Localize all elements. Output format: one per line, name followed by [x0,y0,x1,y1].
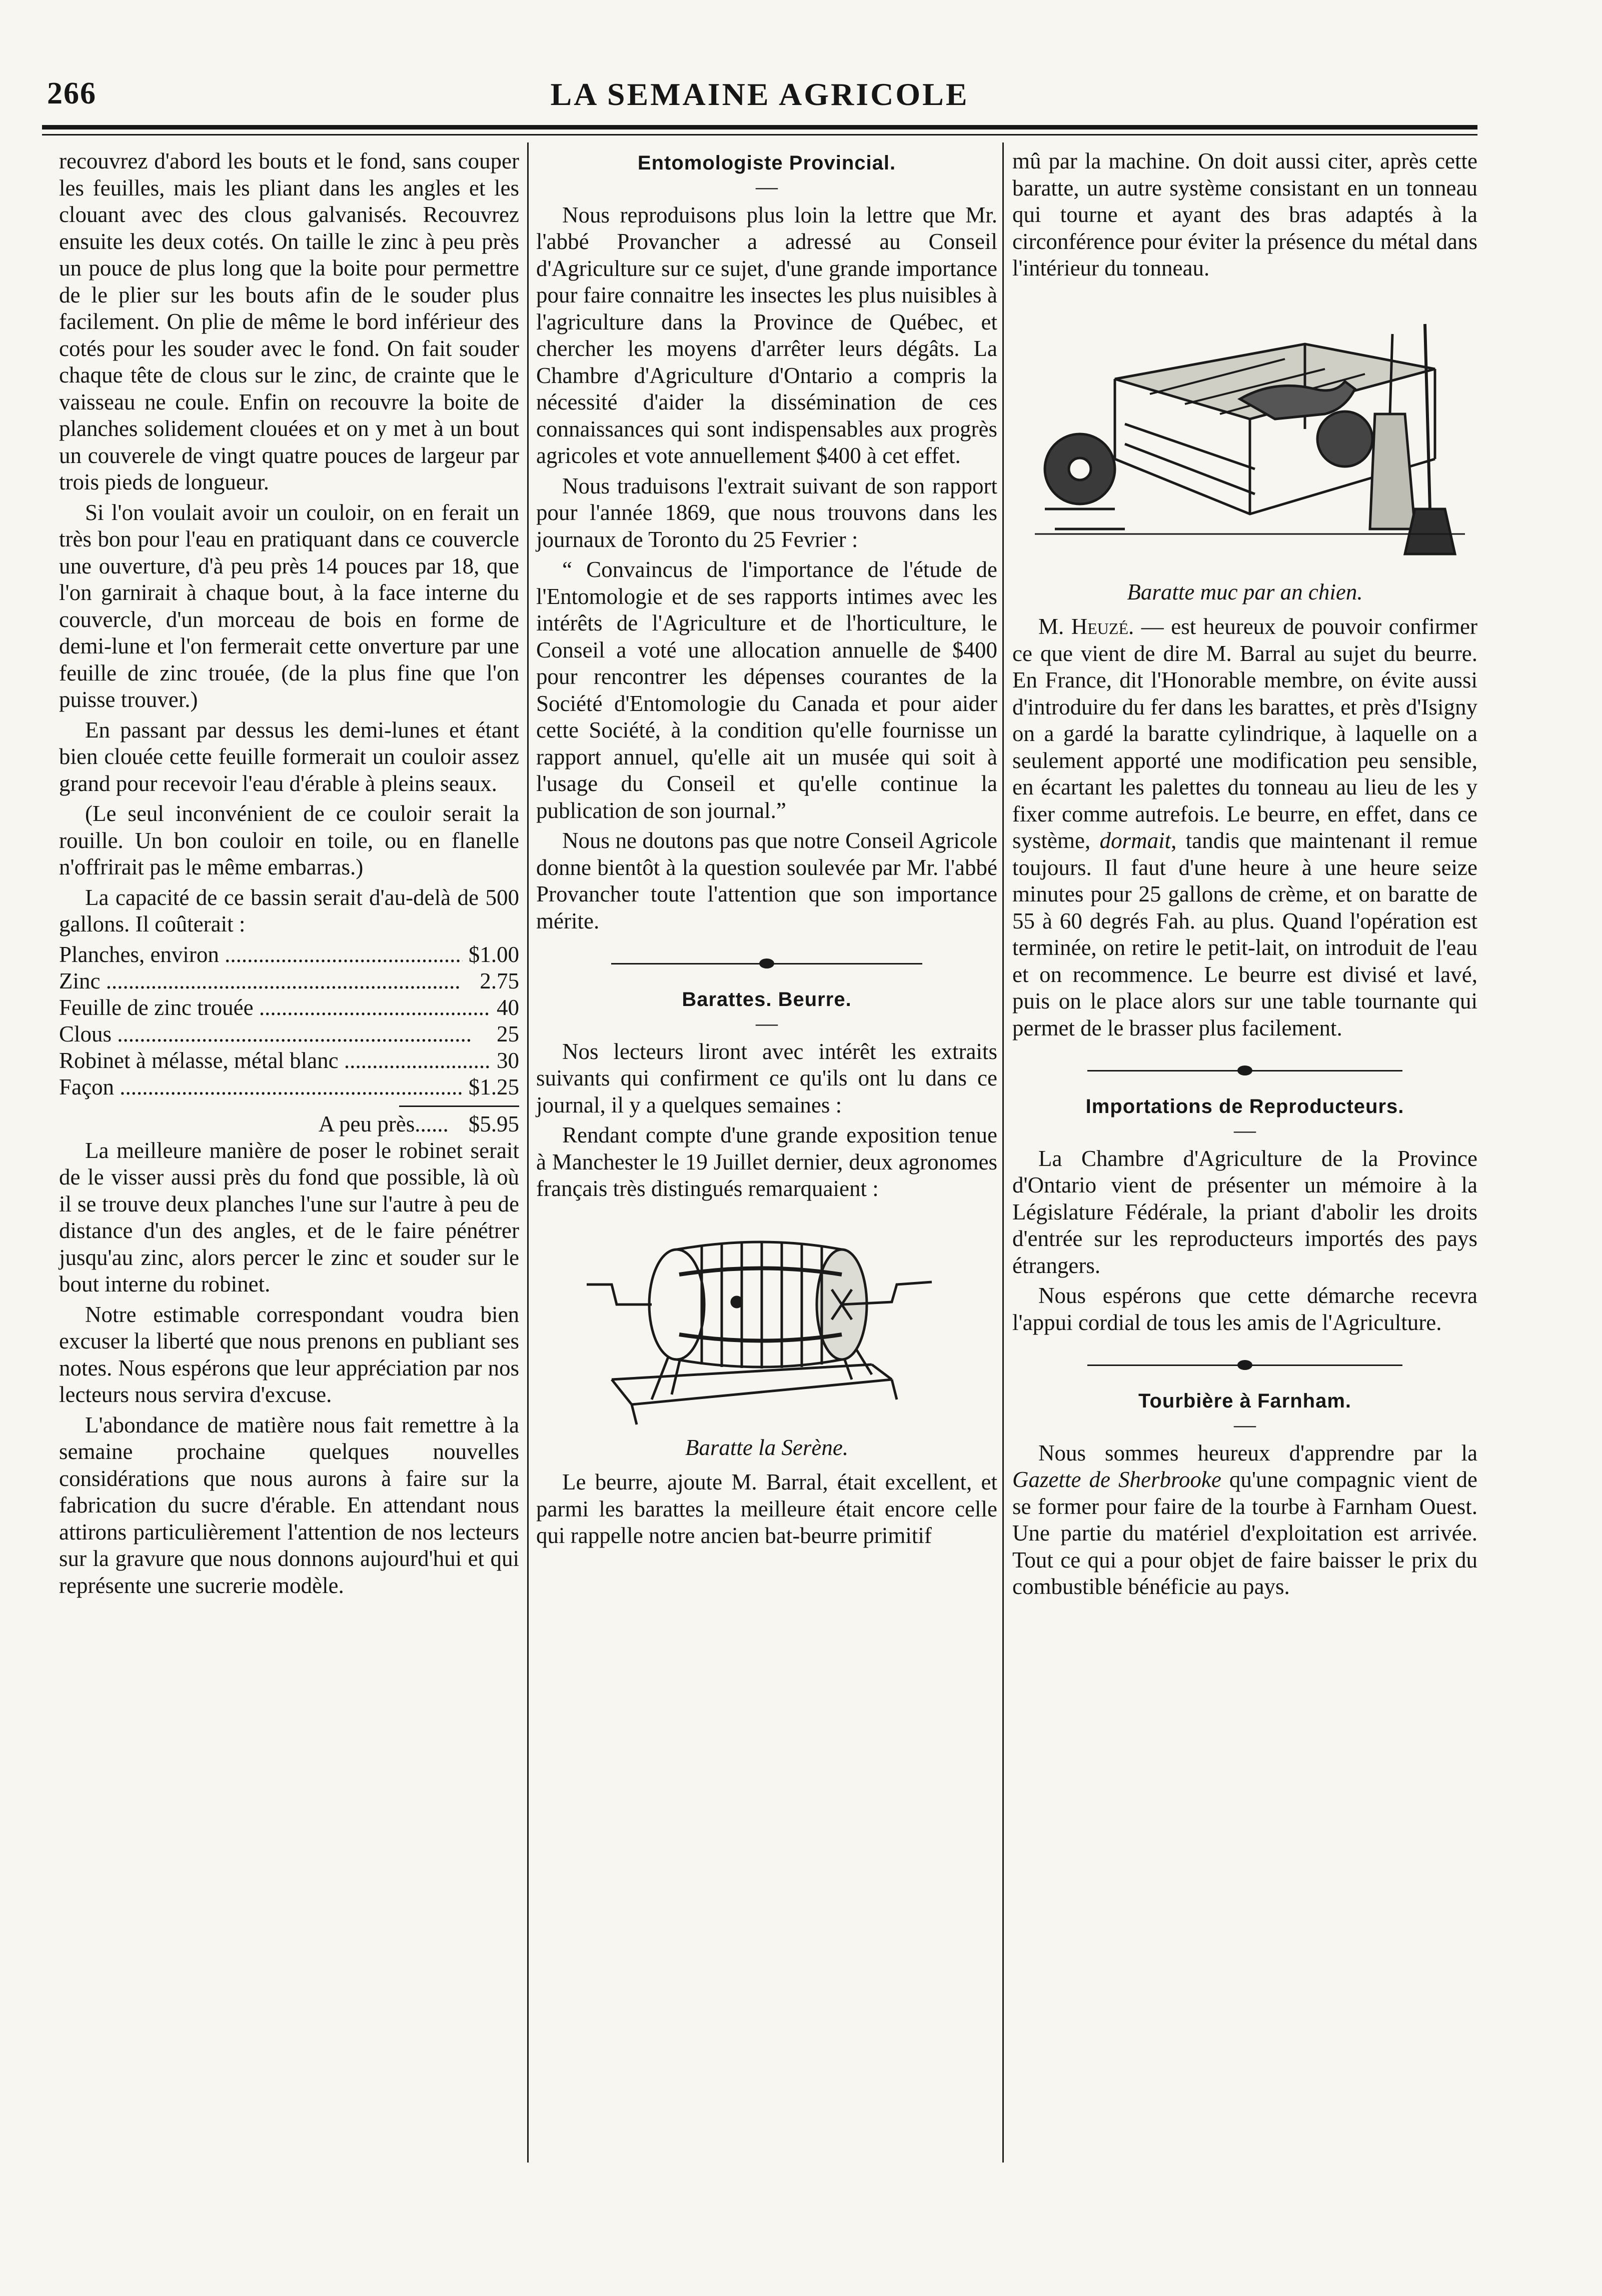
cost-amount: 40 [497,994,519,1020]
cost-row [59,968,519,994]
text-run: , tandis que maintenant il remue toujours. Il faut d'une heure à une heure seize minutes pour 25 gallons de crème, et on baratte de 55 à 60 degrés Fah. au plus. Quand l'opération est terminée, on retire le petit-lait, on introduit de l'eau et on recommence. Le beurre est divisé et lavé, puis on le place alors sur une table tournante qui permet de le brasser plus facilement. [1012,828,1477,1040]
barrel-churn-icon [572,1214,962,1430]
text-run: Nous sommes heureux d'apprendre par la [1038,1440,1477,1466]
paragraph: Nous reproduisons plus loin la lettre que Mr. l'abbé Provancher a adressé au Conseil d'Agriculture sur ce sujet, d'une grande importance pour faire connaitre les insectes les plus nuisibles à l'agriculture dans la Province de Québec, et chercher les moyens d'arrêter leurs dégâts. La Chambre d'Agriculture d'Ontario a compris la nécessité d'aider la dissémination de ces connaissances qui sont indispensables aux progrès agricoles et vote annuellement $400 à cet effet. [536,202,997,468]
cost-amount: $1.00 [468,942,519,967]
newspaper-name: Gazette de Sherbrooke [1012,1467,1221,1492]
page-header [42,76,1477,131]
dog-churn-illustration [1012,294,1477,606]
figure-caption: Baratte muc par an chien. [1127,579,1363,604]
header-rule-thin [42,134,1477,136]
paragraph: Rendant compte d'une grande exposition tenue à Manchester le 19 Juillet dernier, deux agronomes français très distingués remarquaient : [536,1122,997,1201]
paragraph: Le beurre, ajoute M. Barral, était excellent, et parmi les barattes la meilleure était encore celle qui rappelle notre ancien bat-beurre primitif [536,1470,997,1548]
heading-dash: — [756,1010,778,1036]
cost-row [59,1048,519,1074]
cost-row [59,942,519,968]
cost-item: Zinc ..... [59,968,474,994]
cost-table [59,942,519,1138]
total-label: A peu près...... [318,1111,449,1136]
paragraph: (Le seul inconvénient de ce couloir serait la rouille. Un bon couloir en toile, ou en flanelle n'offrirait pas le même embarras.) [59,801,519,880]
cost-row [59,1074,519,1100]
cost-amount: $1.25 [468,1074,519,1100]
paragraph: Nos lecteurs liront avec intérêt les extraits suivants qui confirment ce qu'ils ont lu dans ce journal, il y a quelques semaines : [536,1038,997,1118]
cost-total-row [59,1111,519,1138]
paragraph: L'abondance de matière nous fait remettre à la semaine prochaine quelques nouvelles considérations que nous aurons à faire sur la fabrication du sucre d'érable. En attendant nous attirons particulièrement l'attention de nos lecteurs sur la gravure que nous donnons aujourd'hui et qui représente une sucrerie modèle. [59,1412,519,1598]
paragraph [1012,614,1477,1042]
header-rule-heavy [42,125,1477,130]
heading-dash: — [1234,1412,1256,1437]
page-number: 266 [47,76,97,110]
cost-amount: 30 [497,1048,519,1073]
italic-word: dormait [1099,828,1171,853]
figure-caption: Baratte la Serène. [685,1434,849,1460]
speaker-name: M. Heuzé. [1038,614,1134,639]
total-rule [399,1106,519,1107]
cost-item: Robinet à mélasse, métal blanc ..... [59,1048,491,1074]
column-1 [59,148,519,1602]
paragraph: mû par la machine. On doit aussi citer, après cette baratte, un autre système consistant en un tonneau qui tourne et ayant des bras adaptés à la circonférence pour éviter la présence du métal dans l'intérieur du tonneau. [1012,148,1477,280]
cost-amount: 25 [497,1021,519,1046]
paragraph: Si l'on voulait avoir un couloir, on en ferait un très bon pour l'eau en pratiquant dans ce couvercle une ouverture, d'à peu près 14 pouces par 18, que l'on garnirait à chaque bout, à la face interne du couvercle, d'un morceau de bois en forme de demi-lune et l'on fermerait cette onverture par une feuille de zinc trouée, (de la plus fine que l'on puisse trouver.) [59,500,519,712]
churn-barrel-illustration [536,1214,997,1462]
column-2 [536,148,997,1553]
paragraph: Nous ne doutons pas que notre Conseil Agricole donne bientôt à la question soulevée par Mr. l'abbé Provancher toute l'attention que son importance mérite. [536,828,997,934]
column-3 [1012,148,1477,1604]
heading-dash: — [756,174,778,199]
paragraph: La meilleure manière de poser le robinet serait de le visser aussi près du fond que possible, là où il se trouve deux planches l'une sur l'autre à peu de distance d'un des angles, et de le faire pénétrer jusqu'au zinc, alors percer le zinc et souder sur le bout interne du robinet. [59,1138,519,1296]
paragraph: Nous espérons que cette démarche recevra l'appui cordial de tous les amis de l'Agriculture. [1012,1283,1477,1335]
ornament-divider [1087,1060,1402,1080]
column-divider-left [527,142,529,2162]
paragraph: Nous traduisons l'extrait suivant de son rapport pour l'année 1869, que nous trouvons dans les journaux de Toronto du 25 Fevrier : [536,473,997,552]
heading-dash: — [1234,1118,1256,1142]
cost-row [59,994,519,1021]
section-heading: Entomologiste Provincial. [637,152,896,174]
text-run: qu'une compagnic vient de se former pour faire de la tourbe à Farnham Ouest. Une partie du matériel d'exploitation est arrivée. Tout ce qui a pour objet de faire baisser le prix du combustible bénéficie au pays. [1012,1467,1477,1599]
cost-item: Planches, environ ..... [59,942,463,968]
cost-item: Clous ..... [59,1021,491,1048]
ornament-divider [1087,1355,1402,1375]
quote-paragraph: “ Convaincus de l'importance de l'étude de l'Entomologie et de ses rapports intimes avec les intérêts de l'Agriculture et de l'horticulture, le Conseil a voté une allocation annuelle de $400 pour rencontrer les dépenses courantes de la Société d'Entomologie du Canada et pour aider cette Société, à la condition qu'elle fournisse un rapport annuel, qu'elle ait un musée qui soit à l'usage du Conseil et qu'elle continue la publication de son journal.” [536,557,997,823]
cost-item: Façon ..... [59,1074,463,1100]
paragraph: Notre estimable correspondant voudra bien excuser la liberté que nous prenons en publiant ses notes. Nous espérons que leur appréciation par nos lecteurs nous servira d'excuse. [59,1302,519,1407]
paragraph: La capacité de ce bassin serait d'au-delà de 500 gallons. Il coûterait : [59,884,519,936]
dog-powered-churn-icon [1025,294,1465,574]
text-run: — est heureux de pouvoir confirmer ce que vient de dire M. Barral au sujet du beurre. En France, dit l'Honorable membre, on évite aussi d'introduire du fer dans les barattes, et près d'Isigny on a gardé la baratte cylindrique, à laquelle on a seulement apporté une modification peu sensible, en écartant les palettes du tonneau au lieu de les y fixer comme autrefois. Le beurre, en effet, dans ce système, [1012,614,1478,853]
ornament-divider [611,954,922,974]
paragraph: La Chambre d'Agriculture de la Province d'Ontario vient de présenter un mémoire à la Législature Fédérale, la priant d'abolir les droits d'entrée sur les reproducteurs importés des pays étrangers. [1012,1146,1477,1278]
cost-amount: 2.75 [480,968,519,994]
section-heading: Barattes. Beurre. [682,988,852,1010]
total-amount: $5.95 [468,1111,519,1136]
section-heading: Tourbière à Farnham. [1138,1390,1351,1412]
paragraph: recouvrez d'abord les bouts et le fond, sans couper les feuilles, mais les pliant dans les angles et les clouant avec des clous galvanisés. Recouvrez ensuite les deux cotés. On taille le zinc à peu près un pouce de plus long que la boite pour permettre de le plier sur les bouts afin de le souder plus facilement. On plie de même le bord inférieur des cotés pour les souder avec le fond. On fait souder chaque tête de clous sur le zinc, de crainte que le vaisseau ne coule. Enfin on recouvre la boite de planches solidement clouées et on y met à un bout un couverele de vingt quatre pouces de largeur par trois pieds de longueur. [59,148,519,494]
cost-item: Feuille de zinc trouée ..... [59,994,491,1021]
journal-title: LA SEMAINE AGRICOLE [550,76,969,112]
cost-row [59,1021,519,1048]
paragraph [1012,1440,1477,1600]
section-heading: Importations de Reproducteurs. [1085,1096,1404,1118]
column-divider-right [1002,142,1004,2162]
paragraph: En passant par dessus les demi-lunes et étant bien clouée cette feuille formerait un couloir assez grand pour recevoir l'eau d'érable à pleins seaux. [59,717,519,796]
